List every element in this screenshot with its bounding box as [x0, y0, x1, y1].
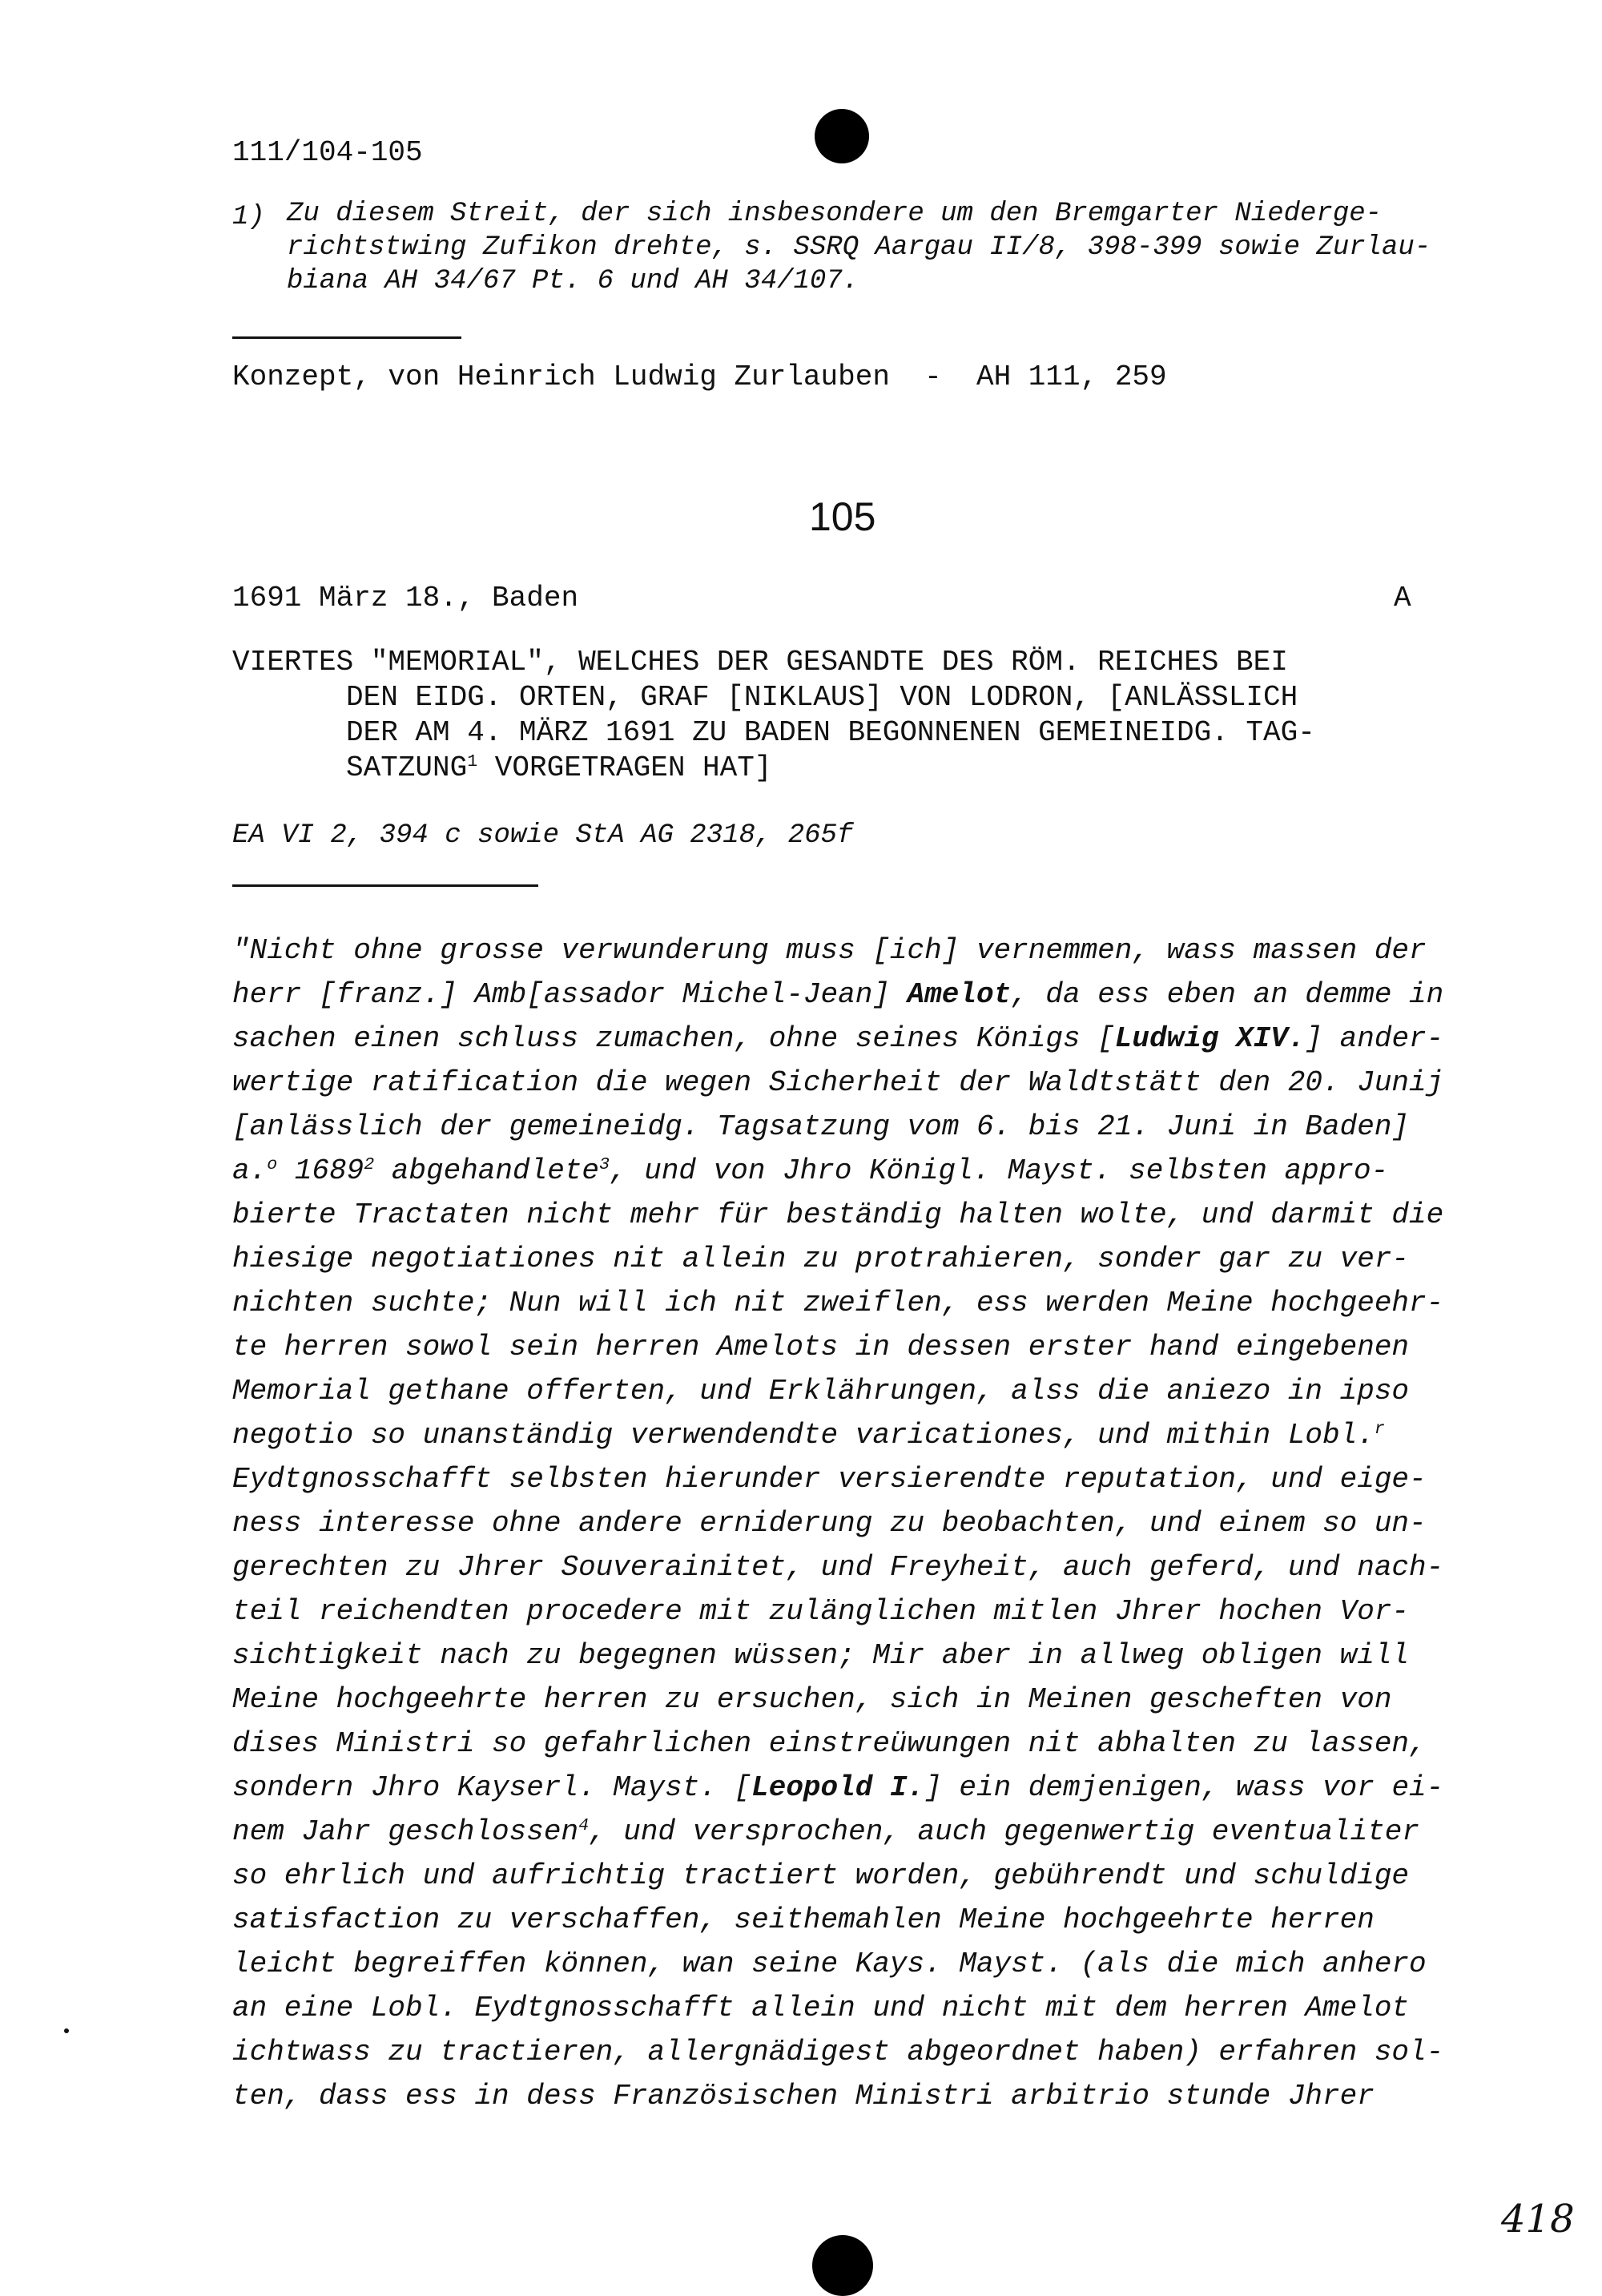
bold-name: Amelot	[907, 978, 1012, 1011]
title-text: SATZUNG	[346, 751, 468, 784]
archive-reference: 111/104-105	[232, 136, 423, 169]
punch-hole-mark	[815, 109, 869, 163]
body-line: Eydtgnosschafft selbsten hierunder versierendte reputation, und eige-	[232, 1463, 1427, 1496]
footnote-line: biana AH 34/67 Pt. 6 und AH 34/107.	[287, 266, 859, 296]
body-line: nem Jahr geschlossen$^4$, und versprochen, auch gegenwertig eventualiter	[232, 1815, 1420, 1848]
footnote-marker: 2	[364, 1155, 375, 1175]
body-line: sachen einen schluss zumachen, ohne seines Königs [Ludwig XIV.] ander-	[232, 1022, 1444, 1055]
title-text: VORGETRAGEN HAT]	[477, 751, 772, 784]
handwritten-page-number: 418	[1501, 2197, 1575, 2242]
source-citation: EA VI 2, 394 c sowie StA AG 2318, 265f	[232, 820, 854, 851]
body-line: dises Ministri so gefahrlichen einstreüwungen nit abhalten zu lassen,	[232, 1727, 1427, 1760]
body-line: te herren sowol sein herren Amelots in dessen erster hand eingebenen	[232, 1331, 1410, 1364]
body-line: an eine Lobl. Eydtgnosschafft allein und nicht mit dem herren Amelot	[232, 1992, 1410, 2024]
body-line: bierte Tractaten nicht mehr für beständig halten wolte, und darmit die	[232, 1198, 1444, 1231]
konzept-author: Konzept, von Heinrich Ludwig Zurlauben	[232, 361, 890, 393]
body-line: satisfaction zu verschaffen, seithemahlen Meine hochgeehrte herren	[232, 1903, 1375, 1936]
body-line: a.$^o$ 1689$^2$ abgehandlete$^3$, und von Jhro Königl. Mayst. selbsten appro-	[232, 1154, 1389, 1187]
konzept-archive: AH 111, 259	[976, 361, 1167, 393]
superscript: r	[1374, 1420, 1385, 1440]
body-line: gerechten zu Jhrer Souverainitet, und Freyheit, auch geferd, und nach-	[232, 1551, 1444, 1584]
body-line: "Nicht ohne grosse verwunderung muss [ich] vernemmen, wass massen der	[232, 934, 1427, 967]
document-title-line	[346, 751, 771, 784]
body-line: sondern Jhro Kayserl. Mayst. [Leopold I.] ein demjenigen, wass vor ei-	[232, 1771, 1444, 1804]
document-type-letter: A	[1394, 582, 1411, 614]
footnote-marker: 3	[599, 1155, 610, 1175]
body-line: negotio so unanständig verwendendte varicationes, und mithin Lobl.$^r$	[232, 1419, 1385, 1452]
body-line: ten, dass ess in dess Französischen Ministri arbitrio stunde Jhrer	[232, 2080, 1375, 2113]
document-title-line: DEN EIDG. ORTEN, GRAF [NIKLAUS] VON LODRON, [ANLÄSSLICH	[346, 681, 1298, 714]
konzept-line	[232, 361, 1167, 393]
footnote-line: Zu diesem Streit, der sich insbesondere um den Bremgarter Niederge-	[287, 199, 1383, 229]
body-line: teil reichendten procedere mit zulänglichen mitlen Jhrer hochen Vor-	[232, 1595, 1410, 1628]
divider	[232, 884, 538, 887]
punch-hole-mark	[812, 2235, 873, 2296]
document-number: 105	[809, 494, 876, 539]
document-title-line: DER AM 4. MÄRZ 1691 ZU BADEN BEGONNENEN GEMEINEIDG. TAG-	[346, 716, 1315, 749]
body-line: herr [franz.] Amb[assador Michel-Jean] Amelot, da ess eben an demme in	[232, 978, 1444, 1011]
body-line: so ehrlich und aufrichtig tractiert worden, gebührendt und schuldige	[232, 1859, 1410, 1892]
konzept-dash: -	[924, 361, 942, 393]
divider	[232, 336, 461, 339]
bold-name: Leopold I.	[751, 1771, 925, 1804]
body-line: leicht begreiffen können, wan seine Kays. Mayst. (als die mich anhero	[232, 1948, 1427, 1980]
body-line: nichten suchte; Nun will ich nit zweiflen, ess werden Meine hochgeehr-	[232, 1287, 1444, 1319]
body-line: wertige ratification die wegen Sicherheit der Waldtstätt den 20. Junij	[232, 1066, 1444, 1099]
document-title-line: VIERTES "MEMORIAL", WELCHES DER GESANDTE DES RÖM. REICHES BEI	[232, 646, 1288, 679]
superscript: o	[267, 1155, 278, 1175]
body-line: Meine hochgeehrte herren zu ersuchen, sich in Meinen gescheften von	[232, 1683, 1392, 1716]
footnote-number: 1)	[232, 202, 265, 232]
body-line: Memorial gethane offerten, und Erklährungen, alss die aniezo in ipso	[232, 1375, 1410, 1408]
body-line: ness interesse ohne andere erniderung zu beobachten, und einem so un-	[232, 1507, 1427, 1540]
body-line: hiesige negotiationes nit allein zu protrahieren, sonder gar zu ver-	[232, 1243, 1410, 1275]
bold-name: Ludwig XIV.	[1114, 1022, 1306, 1055]
scan-speck	[64, 2028, 69, 2033]
footnote-marker: 1	[467, 752, 478, 772]
body-line: ichtwass zu tractieren, allergnädigest abgeordnet haben) erfahren sol-	[232, 2036, 1444, 2068]
body-line: [anlässlich der gemeineidg. Tagsatzung vom 6. bis 21. Juni in Baden]	[232, 1110, 1410, 1143]
footnote-line: richtstwing Zufikon drehte, s. SSRQ Aargau II/8, 398-399 sowie Zurlau-	[287, 232, 1431, 263]
body-line: sichtigkeit nach zu begegnen wüssen; Mir aber in allweg obligen will	[232, 1639, 1410, 1672]
document-date: 1691 März 18., Baden	[232, 582, 579, 614]
footnote-marker: 4	[578, 1816, 590, 1836]
